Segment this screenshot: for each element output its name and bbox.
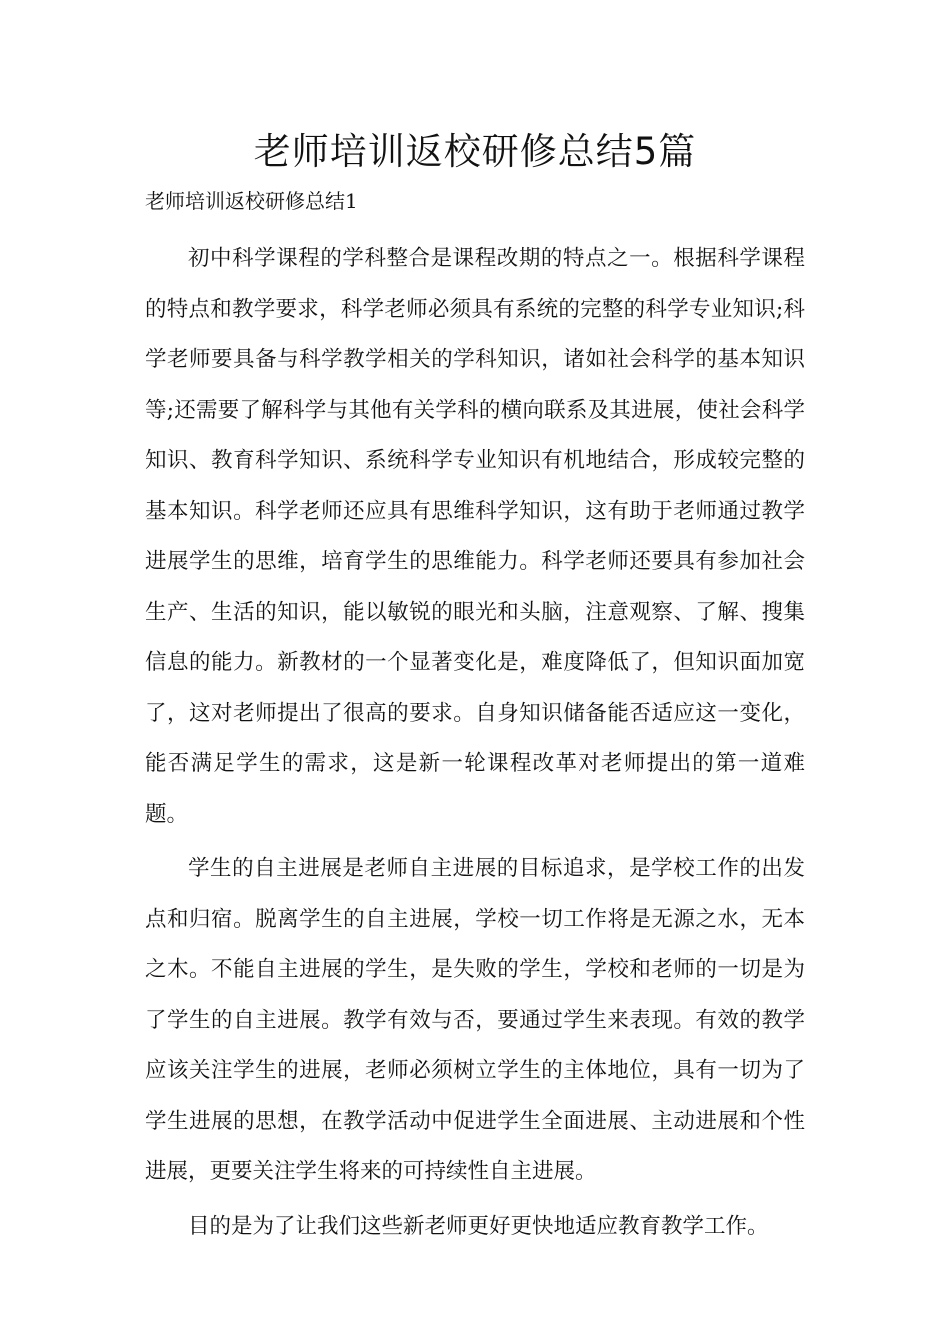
- paragraph-2: 学生的自主进展是老师自主进展的目标追求，是学校工作的出发点和归宿。脱离学生的自主进展，学校一切工作将是无源之水，无本之木。不能自主进展的学生，是失败的学生，学校和老师的一切是为了学生的自主进展。教学有效与否，要通过学生来表现。有效的教学应该关注学生的进展，老师必须树立学生的主体地位，具有一切为了学生进展的思想，在教学活动中促进学生全面进展、主动进展和个性进展，更要关注学生将来的可持续性自主进展。: [145, 856, 805, 1184]
- paragraph-3: 目的是为了让我们这些新老师更好更快地适应教育教学工作。: [188, 1213, 769, 1239]
- document-body: [145, 234, 805, 1256]
- document-title: 老师培训返校研修总结5篇: [253, 130, 697, 173]
- section-heading: 老师培训返校研修总结1: [145, 189, 358, 213]
- paragraph-1: 初中科学课程的学科整合是课程改期的特点之一。根据科学课程的特点和教学要求，科学老师必须具有系统的完整的科学专业知识;科学老师要具备与科学教学相关的学科知识，诸如社会科学的基本知识等;还需要了解科学与其他有关学科的横向联系及其进展，使社会科学知识、教育科学知识、系统科学专业知识有机地结合，形成较完整的基本知识。科学老师还应具有思维科学知识，这有助于老师通过教学进展学生的思维，培育学生的思维能力。科学老师还要具有参加社会生产、生活的知识，能以敏锐的眼光和头脑，注意观察、了解、搜集信息的能力。新教材的一个显著变化是，难度降低了，但知识面加宽了，这对老师提出了很高的要求。自身知识储备能否适应这一变化，能否满足学生的需求，这是新一轮课程改革对老师提出的第一道难题。: [145, 246, 805, 827]
